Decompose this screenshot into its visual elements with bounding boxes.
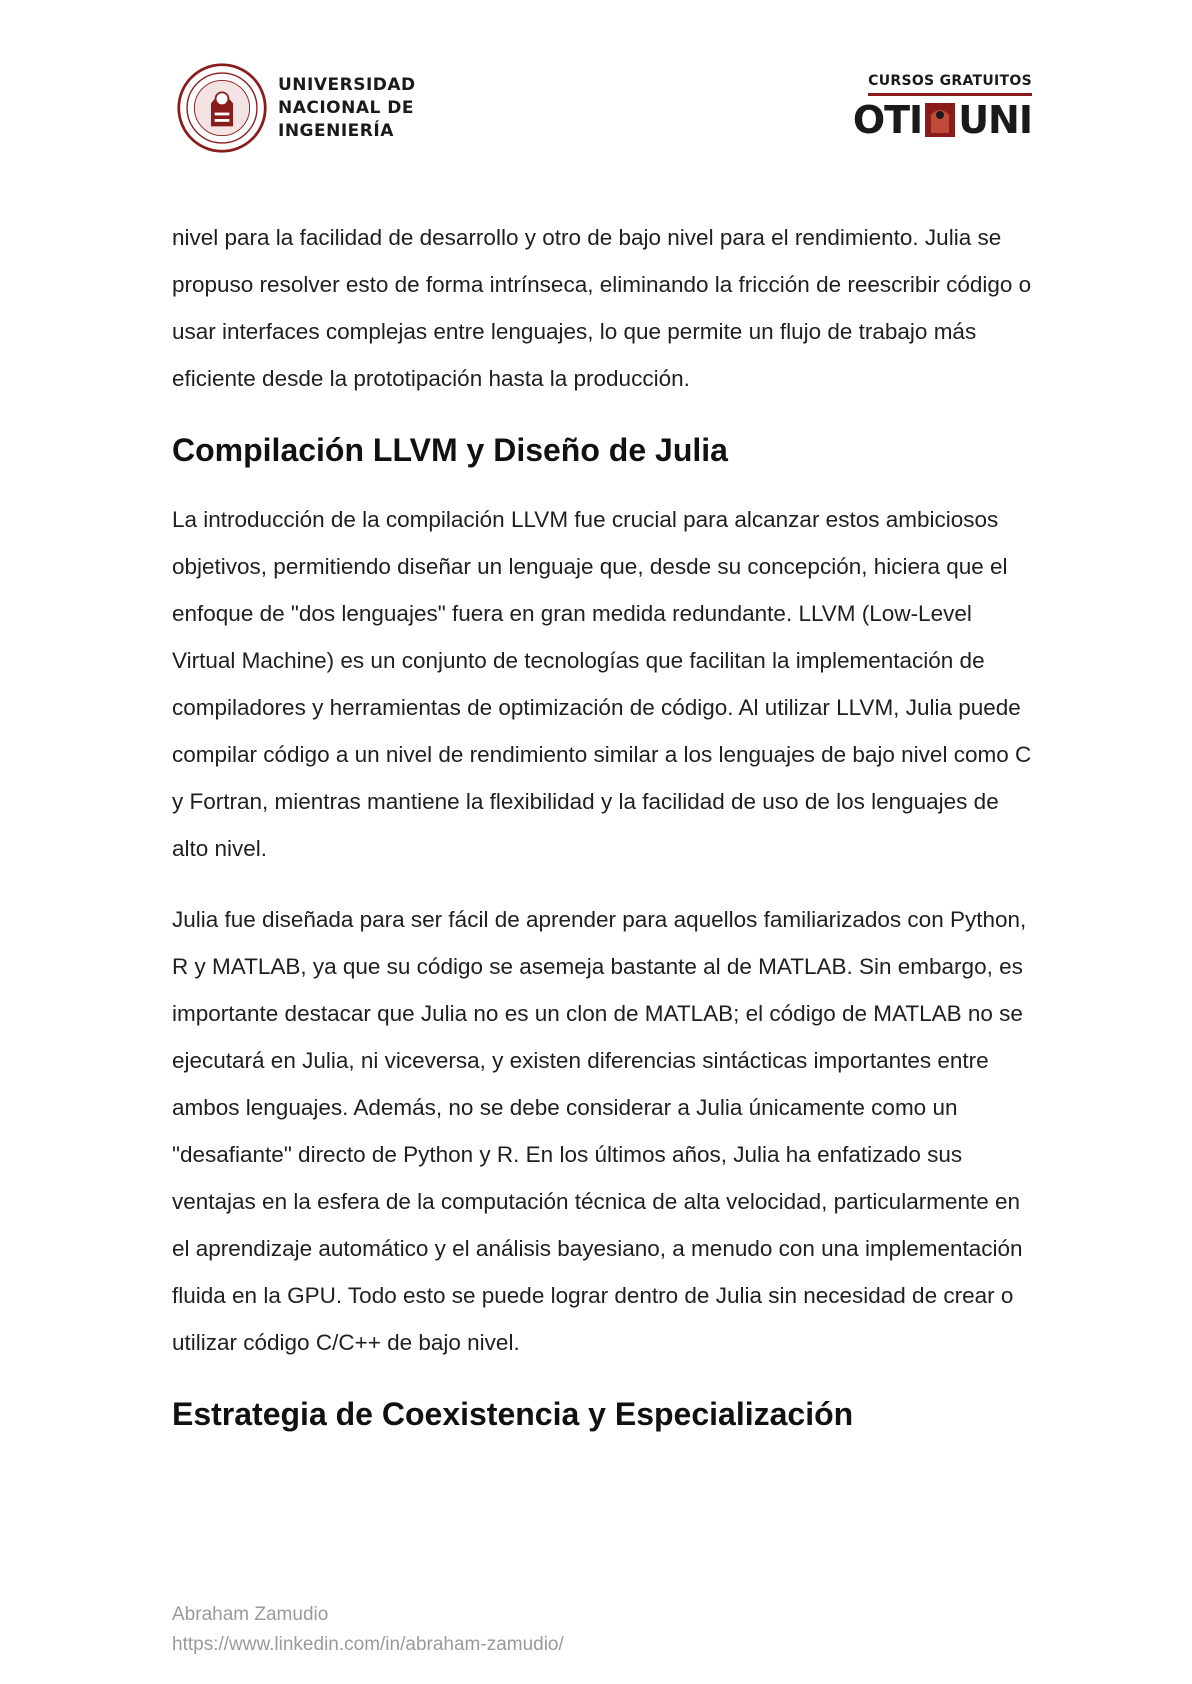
footer-link[interactable]: https://www.linkedin.com/in/abraham-zamudio/: [172, 1634, 564, 1655]
university-name-line3: INGENIERÍA: [278, 120, 394, 141]
paragraph-julia-design: Julia fue diseñada para ser fácil de aprender para aquellos familiarizados con Python, R y MATLAB, ya que su código se asemeja bastante al de MATLAB. Sin embargo, es importante destacar que Julia no es un clon de MATLAB; el código de MATLAB no se ejecutará en Julia, ni viceversa, y existen diferencias sintácticas importantes entre ambos lenguajes. Además, no se debe considerar a Julia únicamente como un "desafiante" directo de Python y R. En los últimos años, Julia ha enfatizado sus ventajas en la esfera de la computación técnica de alta velocidad, particularmente en el aprendizaje automático y el análisis bayesiano, a menudo con una implementación fluida en la GPU. Todo esto se puede lograr dentro de Julia sin necesidad de crear o utilizar código C/C++ de bajo nivel.: [172, 907, 1027, 1355]
paragraph-intro: nivel para la facilidad de desarrollo y otro de bajo nivel para el rendimiento. Julia se propuso resolver esto de forma intrínseca, eliminando la fricción de reescribir código o usar interfaces complejas entre lenguajes, lo que permite un flujo de trabajo más eficiente desde la prototipación hasta la producción.: [172, 225, 1032, 391]
footer-author: Abraham Zamudio: [172, 1604, 329, 1625]
oti-brand: [852, 100, 1032, 140]
page-footer: [172, 1600, 564, 1660]
oti-emblem-icon: [925, 103, 955, 137]
university-logo: [176, 62, 416, 154]
university-name-line1: UNIVERSIDAD: [278, 74, 416, 95]
oti-brand-left: OTI: [852, 98, 923, 142]
heading-coexistence: Estrategia de Coexistencia y Especialización: [172, 1396, 854, 1432]
university-name-line2: NACIONAL DE: [278, 97, 414, 118]
heading-llvm: Compilación LLVM y Diseño de Julia: [172, 432, 728, 468]
paragraph-llvm: La introducción de la compilación LLVM fue crucial para alcanzar estos ambiciosos objetivos, permitiendo diseñar un lenguaje que, desde su concepción, hiciera que el enfoque de "dos lenguajes" fuera en gran medida redundante. LLVM (Low-Level Virtual Machine) es un conjunto de tecnologías que facilitan la implementación de compiladores y herramientas de optimización de código. Al utilizar LLVM, Julia puede compilar código a un nivel de rendimiento similar a los lenguajes de bajo nivel como C y Fortran, mientras mantiene la flexibilidad y la facilidad de uso de los lenguajes de alto nivel.: [172, 507, 1032, 861]
oti-uni-logo: [852, 72, 1032, 140]
oti-brand-right: UNI: [958, 98, 1032, 142]
oti-tagline: CURSOS GRATUITOS: [868, 73, 1032, 96]
university-seal-icon: [176, 62, 268, 154]
university-name: [278, 74, 416, 143]
document-body: [172, 214, 1032, 1460]
page-header: [0, 0, 1192, 180]
